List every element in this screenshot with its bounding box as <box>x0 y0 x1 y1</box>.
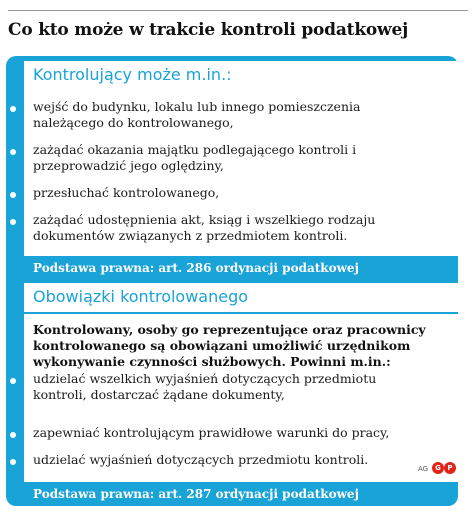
page-title: Co kto może w trakcie kontroli podatkowej <box>8 20 409 40</box>
section2-item: zapewniać kontrolującym prawidłowe warunki do pracy, <box>33 425 390 440</box>
bullet-icon <box>10 432 16 438</box>
top-rule <box>8 10 468 11</box>
bullet-icon <box>10 106 16 112</box>
bullet-icon <box>10 192 16 198</box>
bullet-icon <box>10 459 16 465</box>
section2-item: udzielać wszelkich wyjaśnień dotyczących przedmiotu kontroli, dostarczać żądane dokumenty, <box>33 371 377 402</box>
section1-legal-basis: Podstawa prawna: art. 286 ordynacji podatkowej <box>33 261 359 275</box>
section2-heading: Obowiązki kontrolowanego <box>33 287 249 306</box>
publisher-logo <box>418 462 456 476</box>
author-initials: AG <box>418 465 429 473</box>
logo-g-icon: G <box>432 462 444 474</box>
section1-item: wejść do budynku, lokalu lub innego pomieszczenia należącego do kontrolowanego, <box>33 99 361 130</box>
section1-item: zażądać udostępnienia akt, ksiąg i wszelkiego rodzaju dokumentów związanych z przedmiotem kontroli. <box>33 212 376 243</box>
section2-legal-basis: Podstawa prawna: art. 287 ordynacji podatkowej <box>33 487 359 501</box>
bullet-icon <box>10 378 16 384</box>
bullet-icon <box>10 219 16 225</box>
section2-intro: Kontrolowany, osoby go reprezentujące oraz pracownicy kontrolowanego są obowiązani umożliwić urzędnikom wykonywanie czynności służbowych. Powinni m.in.: <box>33 322 426 369</box>
section2-item: udzielać wyjaśnień dotyczących przedmiotu kontroli. <box>33 452 369 467</box>
bullet-icon <box>10 149 16 155</box>
logo-p-icon: P <box>444 462 456 474</box>
section1-item: zażądać okazania majątku podlegającego kontroli i przeprowadzić jego oględziny, <box>33 142 357 173</box>
section1-item: przesłuchać kontrolowanego, <box>33 185 220 200</box>
section1-heading: Kontrolujący może m.in.: <box>33 65 232 84</box>
